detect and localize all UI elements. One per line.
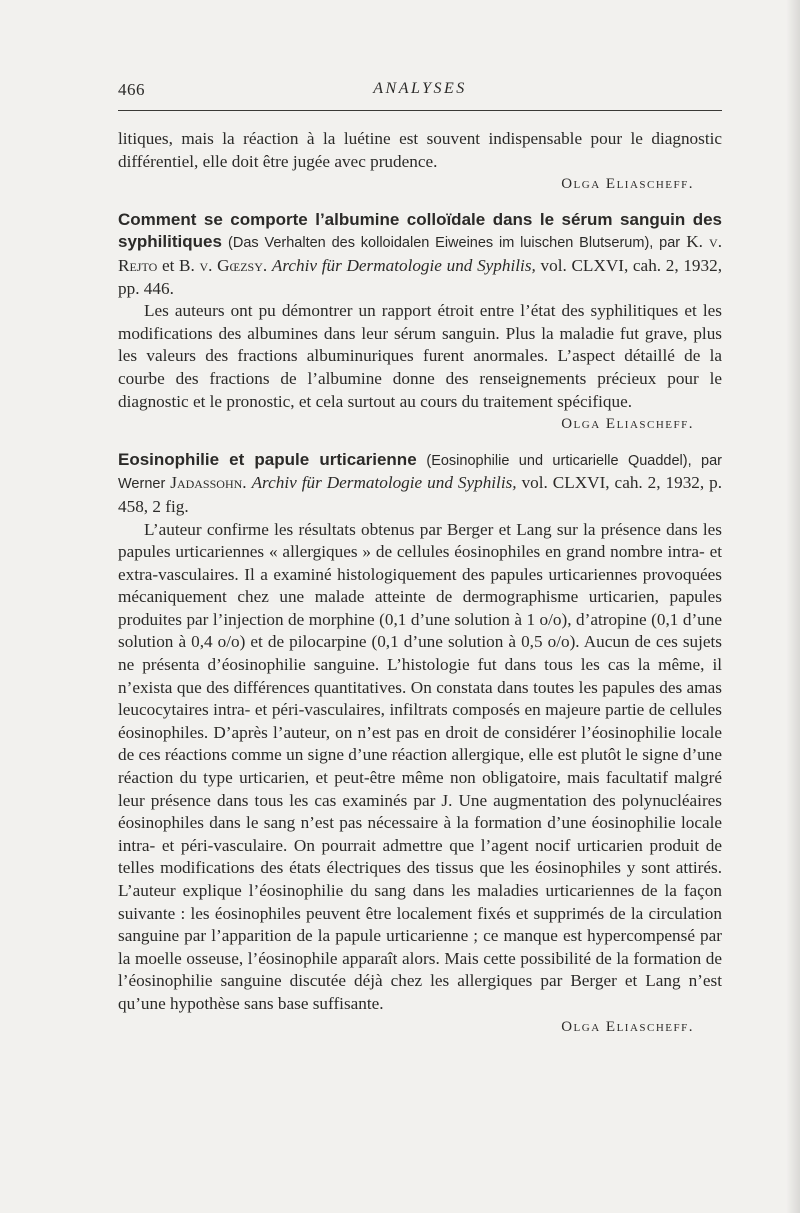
page	[118, 78, 722, 1038]
author-name: Jadassohn.	[170, 473, 247, 493]
journal-name: Archiv für Dermatologie und Syphilis,	[271, 255, 536, 275]
signature: Olga Eliascheff.	[561, 416, 694, 433]
journal-name: Archiv für Dermatologie und Syphilis,	[251, 473, 517, 493]
article-eosinophilie	[118, 449, 722, 1038]
page-edge-shadow	[786, 0, 800, 1213]
article-title: Comment se comporte l’albumine colloïdale dans le sérum sanguin des syphilitiques	[118, 209, 722, 252]
article-albumine	[118, 209, 722, 436]
reference-details: vol. CLXVI, cah. 2, 1932, p. 458, 2 fig.	[118, 473, 723, 516]
previous-article-end: litiques, mais la réaction à la luétine est souvent indispensable pour le diagnostic différentiel, elle doit être jugée avec prudence.	[118, 129, 722, 171]
page-header	[118, 78, 722, 106]
reference-details: vol. CLXVI, cah. 2, 1932, pp. 446.	[118, 255, 723, 298]
author-name: K. v. Rejto	[118, 232, 722, 275]
header-rule	[118, 110, 722, 111]
reference-intro: (Eosinophilie und urticarielle Quaddel), par Werner	[118, 452, 723, 493]
page-body	[118, 128, 722, 1038]
author-name: B. v. Gœzsy.	[179, 255, 268, 275]
article-heading	[118, 209, 722, 300]
conjunction: et	[161, 255, 175, 275]
running-title: ANALYSES	[373, 80, 467, 97]
signature: Olga Eliascheff.	[561, 176, 694, 193]
article-title: Eosinophilie et papule urticarienne	[118, 449, 417, 469]
article-heading	[118, 449, 722, 519]
article-body: L’auteur confirme les résultats obtenus par Berger et Lang sur la présence dans les papules urticariennes « allergiques » de cellules éosinophiles en grand nombre intra- et extra-vasculaires. Il a examiné histologiquement des papules urticariennes provoquées mécaniquement chez une malade atteinte de dermographisme urticarien, papules produites par l’injection de morphine (0,1 d’une solution à 1 o/o), d’atropine (0,1 d’une solution à 0,4 o/o) et de pilocarpine (0,1 d’une solution à 0,5 o/o). Aucun de ces sujets ne présenta d’éosinophilie sanguine. L’histologie fut dans tous les cas la même, il n’exista que des différences quantitatives. On constata dans toutes les papules des amas leucocytaires intra- et péri-vasculaires, infiltrats composés en majeure partie de cellules éosinophiles. D’après l’auteur, on n’est pas en droit de considérer l’éosinophilie locale de ces réactions comme un signe d’une réaction allergique, elle est plutôt le signe d’une réaction du type urticarien, et peut-être même non obligatoire, mais facultatif malgré leur présence dans tous les cas examinés par J. Une augmentation des polynucléaires éosinophiles dans le sang n’est pas nécessaire à la formation d’une éosinophilie locale intra- et péri-vasculaire. On pourrait admettre que l’agent nocif urticarien produit de telles modifications des états électriques des tissus que les éosinophiles y sont attirés. L’auteur explique l’éosinophilie du sang dans les maladies urticariennes de la façon suivante : les éosinophiles peuvent être localement fixés et supprimés de la circulation sanguine par l’apparition de la papule urticarienne ; ce manque est hypercompensé par la moelle osseuse, l’éosinophile apparaît alors. Mais cette possibilité de la formation de l’éosinophilie sanguine discutée déjà chez les allergiques par Berger et Lang n’est qu’une hypothèse sans base suffisante.	[118, 519, 722, 1013]
page-number: 466	[118, 80, 145, 99]
reference-intro: (Das Verhalten des kolloidalen Eiweines im luischen Blutserum), par	[228, 235, 681, 252]
signature: Olga Eliascheff.	[561, 1018, 694, 1035]
article-body: Les auteurs ont pu démontrer un rapport étroit entre l’état des syphilitiques et les modifications des albumines dans leur sérum sanguin. Plus la maladie fut grave, plus les valeurs des fractions albuminuriques furent anormales. L’aspect détaillé de la courbe des fractions de l’albumine donne des renseignements précieux pour le diagnostic et le pronostic, et cela surtout au cours du traitement spécifique.	[118, 301, 722, 411]
